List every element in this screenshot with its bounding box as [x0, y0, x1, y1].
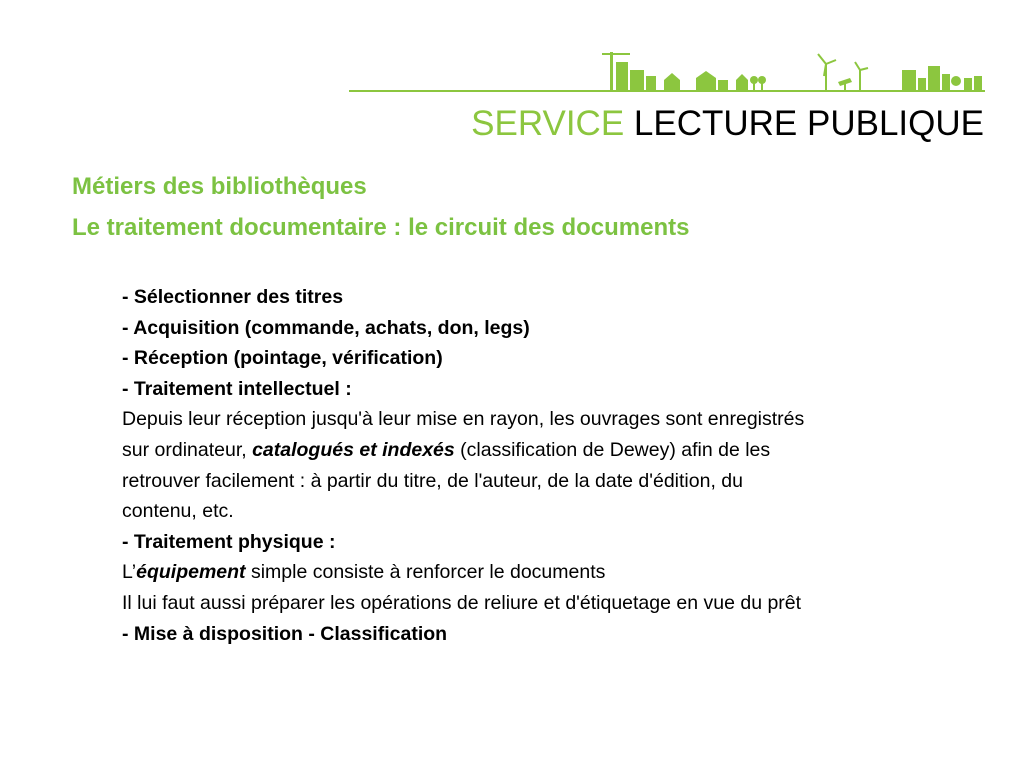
emphasis-text: équipement [136, 561, 246, 584]
text-span: simple consiste à renforcer le documents [245, 561, 606, 584]
list-item: - Mise à disposition - Classification [122, 622, 448, 645]
document-body [122, 282, 962, 649]
list-item: - Acquisition (commande, achats, don, legs) [122, 316, 530, 339]
paragraph-line [122, 557, 962, 588]
text-span: L’ [122, 561, 137, 584]
page-title [471, 104, 984, 144]
paragraph-line: Il lui faut aussi préparer les opérations de reliure et d'étiquetage en vue du prêt [122, 591, 802, 614]
header-divider [349, 90, 985, 92]
list-item: - Réception (pointage, vérification) [122, 347, 443, 370]
title-main: LECTURE PUBLIQUE [633, 104, 984, 143]
section-subheading: Le traitement documentaire : le circuit des documents [72, 214, 690, 241]
text-span: sur ordinateur, [122, 438, 253, 461]
title-accent: SERVICE [471, 104, 625, 143]
paragraph-line [122, 435, 962, 466]
list-item: - Sélectionner des titres [122, 286, 344, 308]
paragraph-line: retrouver facilement : à partir du titre, de l'auteur, de la date d'édition, du [122, 469, 743, 492]
paragraph-line: Depuis leur réception jusqu'à leur mise en rayon, les ouvrages sont enregistrés [122, 408, 805, 431]
paragraph-line: contenu, etc. [122, 500, 234, 523]
list-item: - Traitement physique : [122, 530, 336, 553]
city-skyline-icon [580, 48, 985, 90]
list-item: - Traitement intellectuel : [122, 377, 352, 400]
emphasis-text: catalogués et indexés [252, 438, 455, 461]
text-span: (classification de Dewey) afin de les [454, 438, 771, 461]
section-heading: Métiers des bibliothèques [72, 173, 367, 200]
